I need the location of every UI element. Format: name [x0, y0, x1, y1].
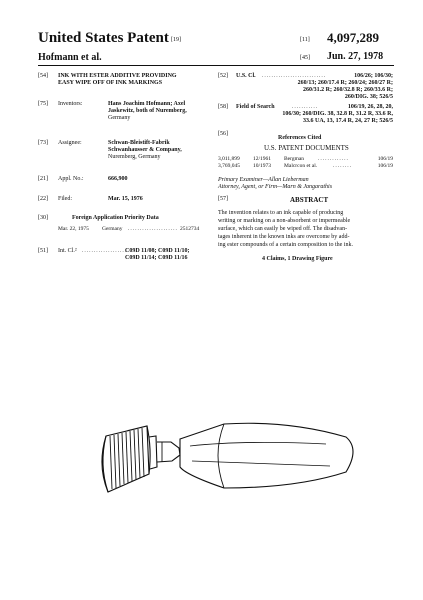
patent-date: Jun. 27, 1978: [327, 51, 384, 62]
title-code: [54]: [38, 73, 48, 79]
intcl-dots: ...................: [82, 248, 128, 254]
refs-subtitle: U.S. PATENT DOCUMENTS: [264, 144, 349, 152]
abstract-code: [57]: [218, 196, 228, 202]
uscl-line-4: 260/DIG. 38; 526/5: [344, 94, 393, 100]
appl-code: [21]: [38, 176, 48, 182]
invention-title-line-2: EASY WIPE OFF OF INK MARKINGS: [58, 80, 163, 86]
foreign-country: Germany: [102, 226, 123, 232]
intcl-line-2: C09D 11/14; C09D 11/16: [125, 255, 188, 261]
abstract-line-3: surface, which can easily be wiped off. The disadvan-: [218, 226, 348, 232]
foreign-number: 2512734: [180, 226, 200, 232]
attorney-agent: Attorney, Agent, or Firm—Marn & Jangarathis: [218, 184, 333, 190]
intcl-line-1: C09D 11/08; C09D 11/10;: [125, 248, 190, 254]
header-patent-code: [11]: [300, 37, 310, 43]
uscl-line-2: 260/13; 260/17.4 R; 260/24; 260/27 R;: [297, 80, 393, 86]
inventor-short-name: Hofmann et al.: [38, 52, 102, 63]
assignee-line-3: Nuremberg, Germany: [108, 154, 161, 160]
filed-code: [22]: [38, 196, 48, 202]
abstract-line-2: writing or marking on a non-absorbent or impermeable: [218, 218, 351, 224]
intcl-label: Int. Cl.²: [58, 248, 77, 254]
uscl-dots: ...........................: [262, 73, 327, 79]
foreign-code: [30]: [38, 215, 48, 221]
filed-date: Mar. 15, 1976: [108, 196, 143, 202]
assignee-line-2: Schwanhausser & Company,: [108, 147, 182, 153]
refs-code: [56]: [218, 131, 228, 137]
uscl-code: [52]: [218, 73, 228, 79]
header-date-code: [45]: [300, 55, 310, 61]
ref-class: 106/19: [377, 156, 393, 162]
assignee-code: [73]: [38, 140, 48, 146]
header-title-code: [19]: [171, 37, 181, 43]
uscl-label: U.S. Cl.: [236, 73, 256, 79]
inventors-line-3: Germany: [108, 115, 131, 121]
ref-date: 10/1973: [253, 163, 272, 169]
ref-date: 12/1961: [253, 156, 272, 162]
field-line-1: 106/19, 26, 28, 20,: [347, 104, 393, 110]
patent-number: 4,097,289: [327, 30, 379, 45]
field-label: Field of Search: [236, 104, 275, 110]
primary-examiner: Primary Examiner—Allan Lieberman: [218, 177, 309, 183]
foreign-date: Mar. 22, 1975: [58, 226, 89, 232]
ref-dots: .............: [318, 156, 349, 162]
inventors-line-2: Jaskewitz, both of Nuremberg,: [108, 108, 187, 114]
field-code: [58]: [218, 104, 228, 110]
abstract-line-1: The invention relates to an ink capable of producing: [218, 210, 344, 216]
assignee-label: Assignee:: [58, 140, 82, 146]
uscl-line-3: 260/31.2 R; 260/32.8 R; 260/33.6 R;: [303, 87, 393, 93]
abstract-line-4: tages inherent in the known inks are overcome by add-: [218, 234, 350, 240]
patent-header-title: United States Patent: [38, 30, 169, 46]
assignee-line-1: Schwan-Bleistift-Fabrik: [108, 140, 170, 146]
intcl-code: [51]: [38, 248, 48, 254]
invention-title-line-1: INK WITH ESTER ADDITIVE PROVIDING: [58, 73, 177, 79]
refs-title: References Cited: [278, 135, 322, 141]
inventors-label: Inventors:: [58, 101, 83, 107]
claims-summary: 4 Claims, 1 Drawing Figure: [262, 256, 333, 262]
inventors-line-1: Hans Joachim Hofmann; Axel: [108, 101, 186, 107]
inventors-code: [75]: [38, 101, 48, 107]
ref-number: 3,011,899: [218, 156, 240, 162]
ref-number: 3,769,045: [218, 163, 240, 169]
appl-number: 666,900: [108, 176, 128, 182]
field-line-2: 106/30; 260/DIG. 38, 32.8 R, 31.2 R, 33.6 R,: [282, 111, 393, 117]
ref-name: Malcrcon et al.: [284, 163, 318, 169]
uscl-line-1: 106/26; 106/30;: [354, 73, 393, 79]
ref-class: 106/19: [377, 163, 393, 169]
field-dots: ...........: [292, 104, 319, 110]
appl-label: Appl. No.:: [58, 176, 84, 182]
abstract-line-5: ing ester compounds of a certain composition to the ink.: [218, 242, 353, 248]
filed-label: Filed:: [58, 196, 73, 202]
field-line-3: 33.6 UA, 13, 17.4 R, 24, 27 R; 526/5: [303, 118, 393, 124]
foreign-dots: .....................: [128, 226, 178, 232]
ref-dots: ........: [333, 163, 352, 169]
foreign-priority-title: Foreign Application Priority Data: [72, 215, 159, 221]
ref-name: Bergman: [284, 156, 305, 162]
abstract-title: ABSTRACT: [290, 196, 329, 204]
